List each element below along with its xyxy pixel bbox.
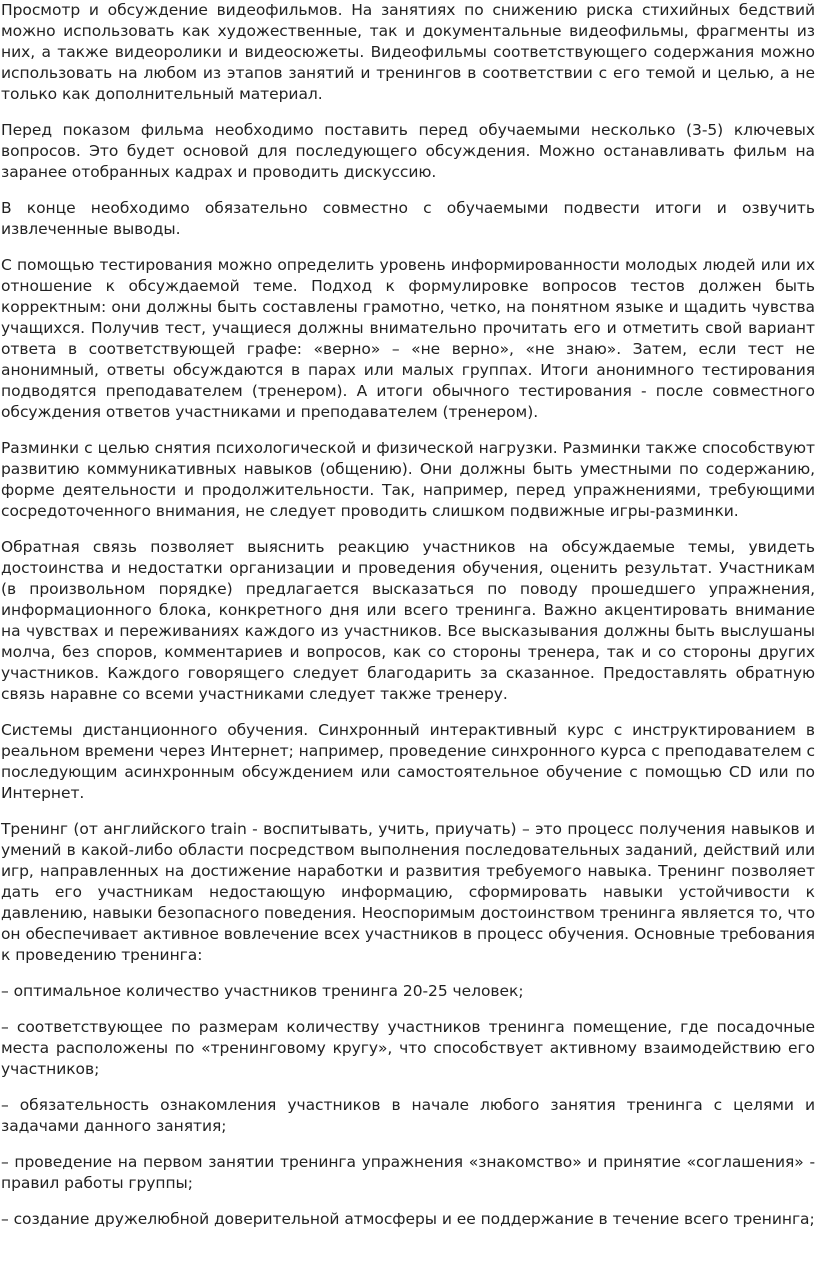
list-item-participants-count: – оптимальное количество участников тренинга 20-25 человек; [1,982,524,1000]
paragraph-testing: С помощью тестирования можно определить уровень информированности молодых людей или их отношение к обсуждаемой теме. Подход к формулировке вопросов тестов должен быть корректным: они должны быть составлены грамотно, четко, на понятном языке и щадить чувства учащихся. Получив тест, учащиеся должны внимательно прочитать его и отметить свой вариант ответа в соответствующей графе: «верно» – «не верно», «не знаю». Затем, если тест не анонимный, ответы обсуждаются в парах или малых группах. Итоги анонимного тестирования подводятся преподавателем (тренером). А итоги обычного тестирования - после совместного обсуждения ответов участниками и преподавателем (тренером). [1,256,815,421]
paragraph-feedback: Обратная связь позволяет выяснить реакцию участников на обсуждаемые темы, увидеть достоинства и недостатки организации и проведения обучения, оценить результат. Участникам (в произвольном порядке) предлагается высказаться по поводу прошедшего упражнения, информационного блока, конкретного дня или всего тренинга. Важно акцентировать внимание на чувствах и переживаниях каждого из участников. Все высказывания должны быть выслушаны молча, без споров, комментариев и вопросов, как со стороны тренера, так и со стороны других участников. Каждого говорящего следует благодарить за сказанное. Предоставлять обратную связь наравне со всеми участниками следует также тренеру. [1,538,815,703]
list-item-room: – соответствующее по размерам количеству участников тренинга помещение, где посадочные места расположены по «тренинговому кругу», что способствует активному взаимодействию его участников; [1,1018,815,1078]
paragraph-key-questions: Перед показом фильма необходимо поставить перед обучаемыми несколько (3-5) ключевых вопросов. Это будет основой для последующего обсуждения. Можно останавливать фильм на заранее отобранных кадрах и проводить дискуссию. [1,121,815,181]
list-item-goals: – обязательность ознакомления участников в начале любого занятия тренинга с целями и задачами данного занятия; [1,1096,815,1135]
list-item-atmosphere: – создание дружелюбной доверительной атмосферы и ее поддержание в течение всего тренинга; [1,1210,815,1228]
paragraph-conclusions: В конце необходимо обязательно совместно с обучаемыми подвести итоги и озвучить извлеченные выводы. [1,199,815,238]
paragraph-video-films: Просмотр и обсуждение видеофильмов. На занятиях по снижению риска стихийных бедствий можно использовать как художественные, так и документальные видеофильмы, фрагменты из них, а также видеоролики и видеосюжеты. Видеофильмы соответствующего содержания можно использовать на любом из этапов занятий и тренингов в соответствии с его темой и целью, а не только как дополнительный материал. [1,1,815,103]
paragraph-distance-learning: Системы дистанционного обучения. Синхронный интерактивный курс с инструктированием в реальном времени через Интернет; например, проведение синхронного курса с преподавателем с последующим асинхронным обсуждением или самостоятельное обучение с помощью CD или по Интернет. [1,721,815,802]
paragraph-training: Тренинг (от английского train - воспитывать, учить, приучать) – это процесс получения навыков и умений в какой-либо области посредством выполнения последовательных заданий, действий или игр, направленных на достижение наработки и развития требуемого навыка. Тренинг позволяет дать его участникам недостающую информацию, сформировать навыки устойчивости к давлению, навыки безопасного поведения. Неоспоримым достоинством тренинга является то, что он обеспечивает активное вовлечение всех участников в процесс обучения. Основные требования к проведению тренинга: [1,820,815,964]
paragraph-warmups: Разминки с целью снятия психологической и физической нагрузки. Разминки также способствуют развитию коммуникативных навыков (общению). Они должны быть уместными по содержанию, форме деятельности и продолжительности. Так, например, перед упражнениями, требующими сосредоточенного внимания, не следует проводить слишком подвижные игры-разминки. [1,439,815,520]
list-item-acquaintance: – проведение на первом занятии тренинга упражнения «знакомство» и принятие «соглашения» - правил работы группы; [1,1153,815,1192]
